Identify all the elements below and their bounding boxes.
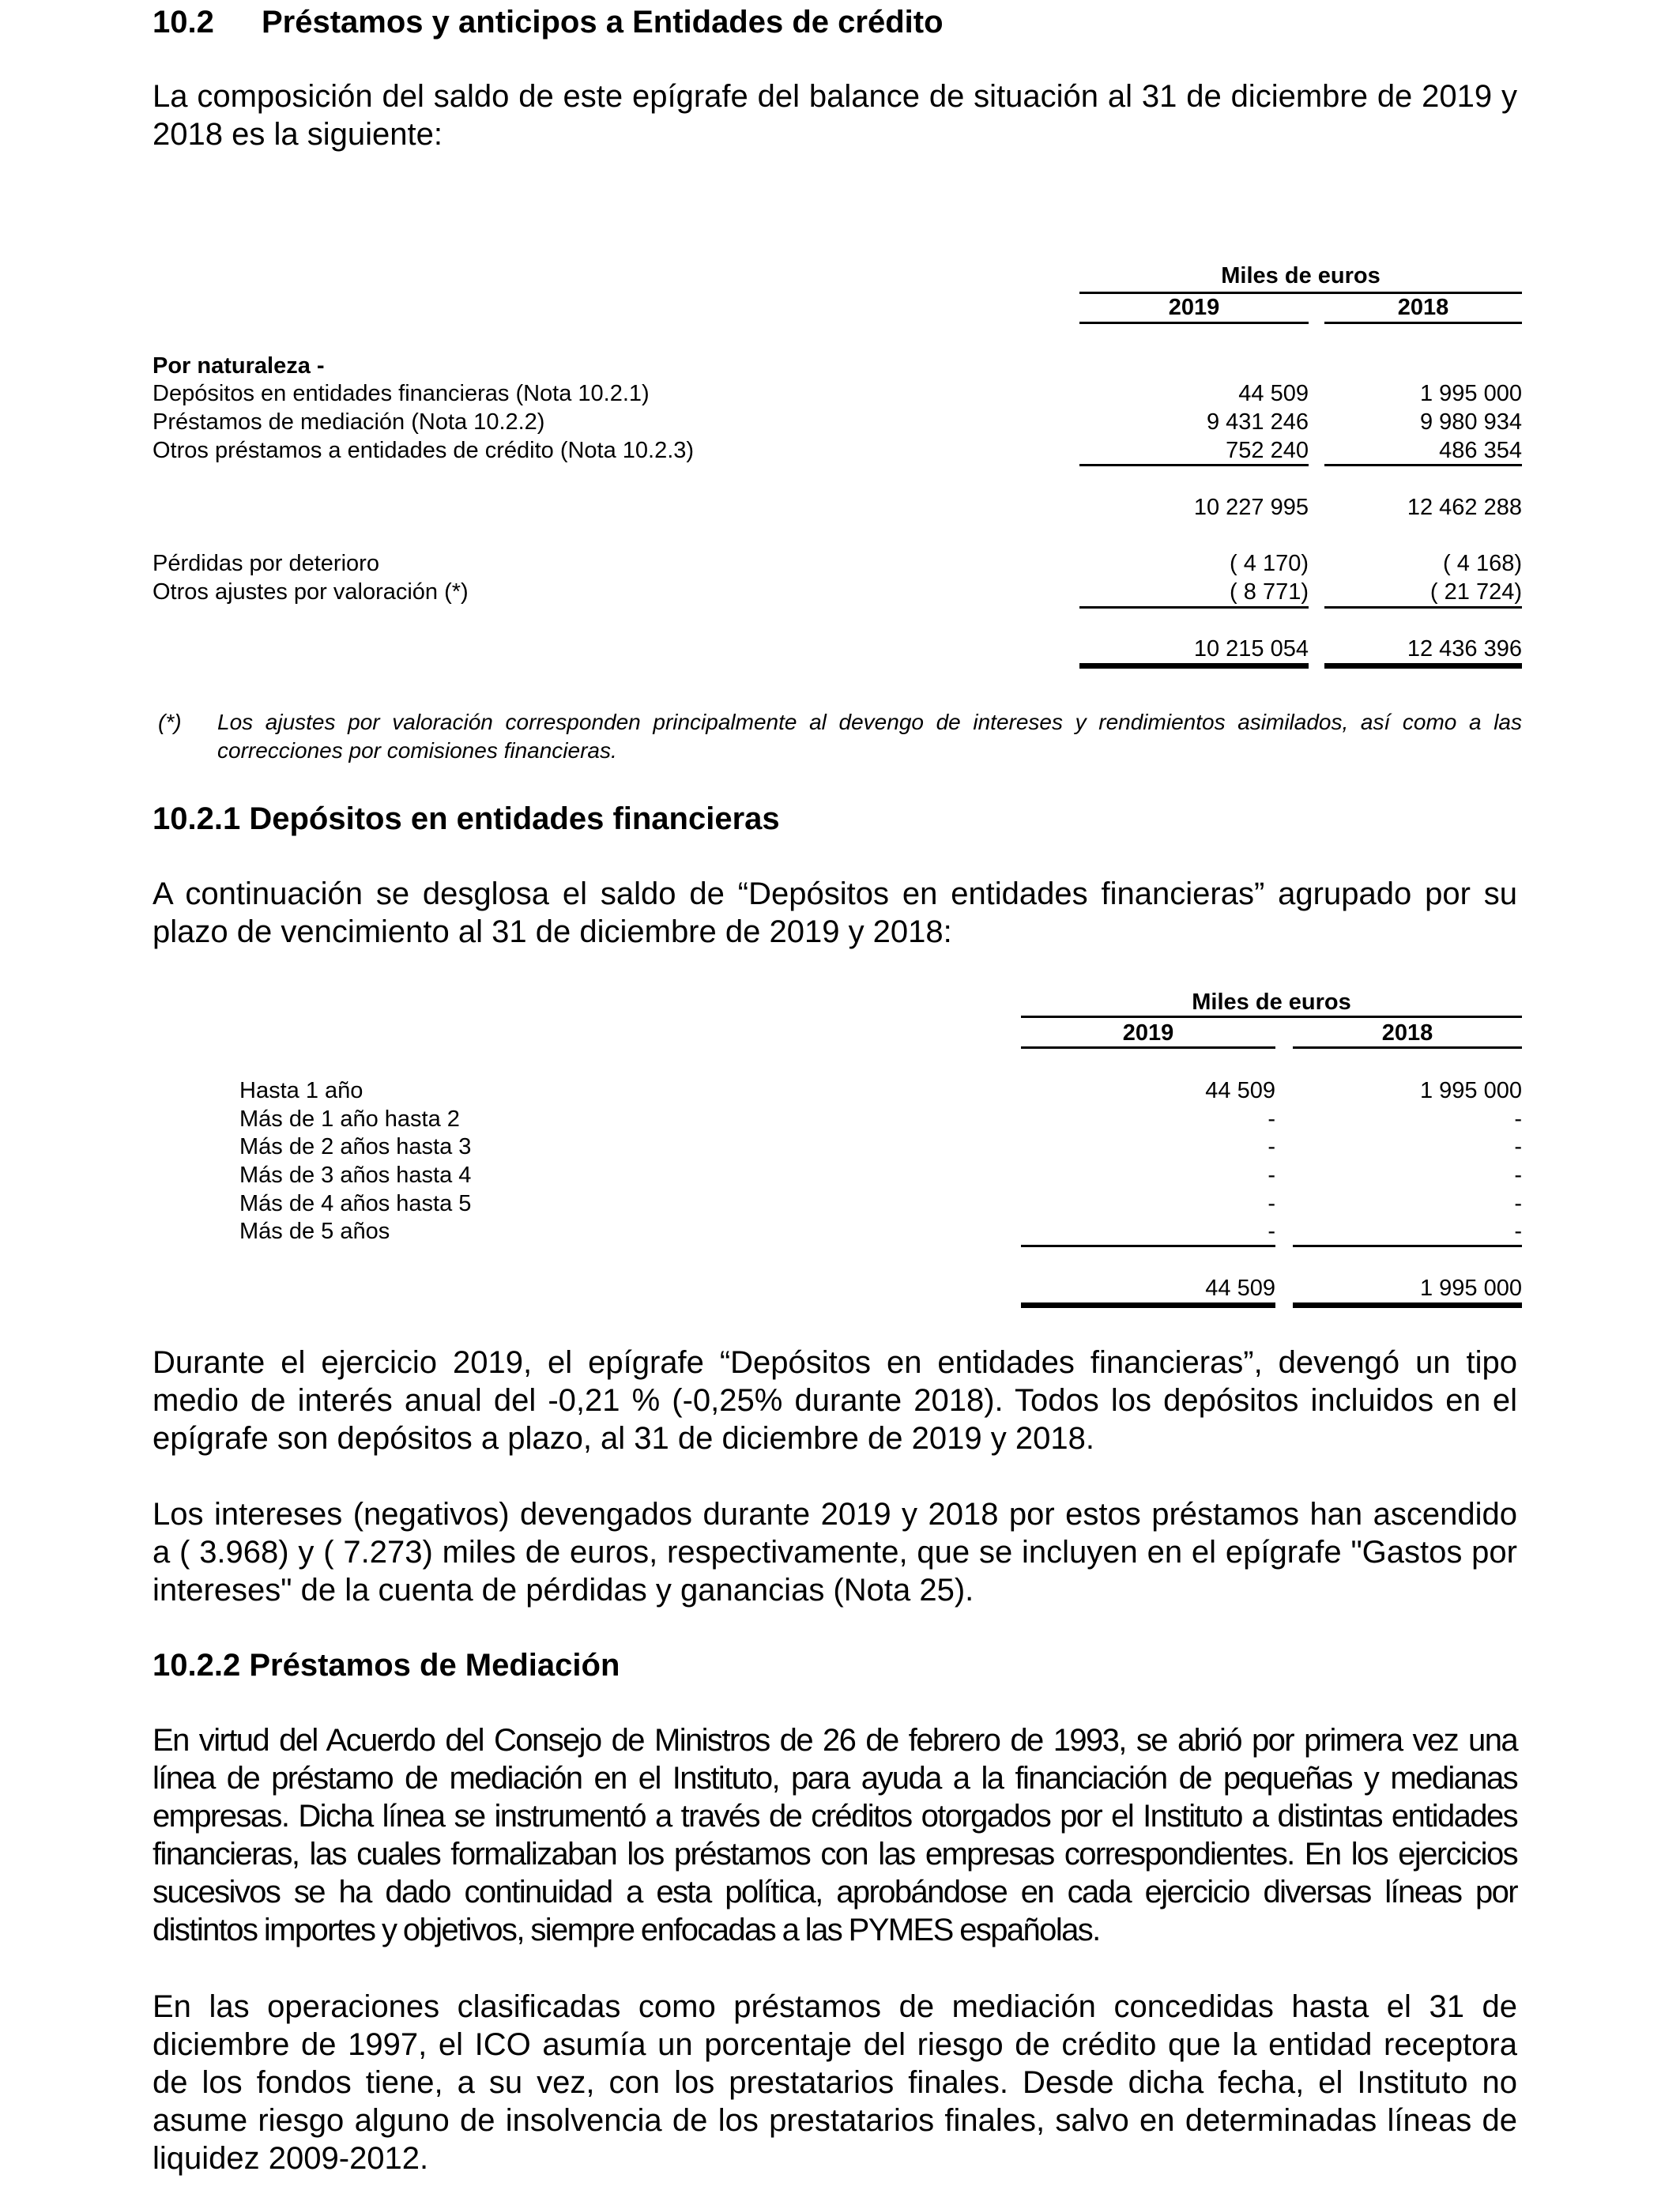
subsection-number: 10.2.2 [153,1648,241,1683]
table1-total-underline-2018 [1324,663,1522,669]
table2-row-2019: - [1268,1163,1275,1188]
table1-adj-2019: ( 8 771) [1230,579,1309,605]
paragraph-mediation-risk: En las operaciones clasificadas como préstamos de mediación concedidas hasta el 31 de diciembre de 1997, el ICO asumía un porcentaje del riesgo de crédito que la entidad receptora de los fondos tiene, a su vez, con los prestatarios finales. Desde dicha fecha, el Instituto no asume riesgo alguno de insolvencia de los prestatarios finales, salvo en determinadas líneas de liquidez 2009-2012. [153,1989,1517,2176]
table2-row-label: Hasta 1 año [239,1078,363,1103]
table1-row-label: Préstamos de mediación (Nota 10.2.2) [153,409,545,435]
table1-unit-header: Miles de euros [1221,263,1381,288]
table2-col-rule-2018 [1293,1046,1522,1049]
table2-total-rule-2018 [1293,1245,1522,1247]
table1-total-2019: 10 215 054 [1193,636,1309,662]
subsection-title: Préstamos de Mediación [249,1648,620,1683]
table2-header-rule [1021,1016,1522,1018]
table1-total-rule-2019 [1079,606,1309,609]
subsection-heading-10-2-1 [153,800,780,838]
table1-col-2019: 2019 [1168,295,1220,320]
table2-row-2019: 44 509 [1205,1078,1275,1103]
section-title: Préstamos y anticipos a Entidades de crédito [262,5,944,40]
table1-col-rule-2018 [1324,322,1522,324]
table1-row-label: Depósitos en entidades financieras (Nota 10.2.1) [153,381,650,406]
table1-row-2019: 44 509 [1238,381,1309,406]
table2-total-underline-2018 [1293,1302,1522,1308]
table1-row-2019: 752 240 [1226,438,1309,463]
table2-row-label: Más de 1 año hasta 2 [239,1106,460,1132]
table1-group-label: Por naturaleza - [153,353,325,379]
table2-row-2018: - [1514,1134,1522,1159]
table2-row-2018: - [1514,1163,1522,1188]
table1-row-2018: 9 980 934 [1419,409,1522,435]
table2-col-2018: 2018 [1381,1020,1433,1046]
table1-row-2019: 9 431 246 [1206,409,1309,435]
table1-row-label: Otros préstamos a entidades de crédito (Nota 10.2.3) [153,438,695,463]
table1-total-underline-2019 [1079,663,1309,669]
table1-adj-label: Otros ajustes por valoración (*) [153,579,469,605]
table2-row-2019: - [1268,1219,1275,1244]
table1-total-rule-2018 [1324,606,1522,609]
table1-adj-2019: ( 4 170) [1230,551,1309,576]
table1-note-marker: (*) [158,710,182,734]
table2-col-2019: 2019 [1122,1020,1174,1046]
subsection-number: 10.2.1 [153,801,241,836]
table1-total-2018: 12 436 396 [1407,636,1522,662]
table1-row-2018: 486 354 [1439,438,1522,463]
table1-subtotal-rule-2018 [1324,464,1522,466]
table1-subtotal-2019: 10 227 995 [1193,495,1309,520]
table2-unit-header: Miles de euros [1192,990,1351,1015]
paragraph-interest-rate: Durante el ejercicio 2019, el epígrafe “Depósitos en entidades financieras”, devengó un tipo medio de interés anual del -0,21 % (-0,25% durante 2018). Todos los depósitos incluidos en el epígrafe son depósitos a plazo, al 31 de diciembre de 2019 y 2018. [153,1345,1517,1456]
table2-row-label: Más de 5 años [239,1219,390,1244]
section-heading [153,3,944,41]
subsection-intro: A continuación se desglosa el saldo de “Depósitos en entidades financieras” agrupado por su plazo de vencimiento al 31 de diciembre de 2019 y 2018: [153,876,1517,949]
paragraph-mediation-history: En virtud del Acuerdo del Consejo de Ministros de 26 de febrero de 1993, se abrió por primera vez una línea de préstamo de mediación en el Instituto, para ayuda a la financiación de pequeñas y medianas empresas. Dicha línea se instrumentó a través de créditos otorgados por el Instituto a distintas entidades financieras, las cuales formalizaban los préstamos con las empresas correspondientes. En los ejercicios sucesivos se ha dado continuidad a esta política, aprobándose en cada ejercicio diversas líneas por distintos importes y objetivos, siempre enfocadas a las PYMES españolas. [153,1723,1517,1947]
table1-adj-label: Pérdidas por deterioro [153,551,379,576]
table1-subtotal-rule-2019 [1079,464,1309,466]
subsection-title: Depósitos en entidades financieras [249,801,780,836]
table1-adj-2018: ( 4 168) [1443,551,1522,576]
table1-note-text: Los ajustes por valoración corresponden principalmente al devengo de intereses y rendimientos asimilados, así como a las correcciones por comisiones financieras. [217,710,1522,763]
section-number: 10.2 [153,5,214,40]
table1-col-2018: 2018 [1397,295,1449,320]
section-intro: La composición del saldo de este epígrafe del balance de situación al 31 de diciembre de 2019 y 2018 es la siguiente: [153,79,1517,152]
table2-row-2018: - [1514,1191,1522,1216]
table2-total-underline-2019 [1021,1302,1275,1308]
table2-total-2019: 44 509 [1205,1276,1275,1301]
paragraph-negative-interest: Los intereses (negativos) devengados durante 2019 y 2018 por estos préstamos han ascendido a ( 3.968) y ( 7.273) miles de euros, respectivamente, que se incluyen en el epígrafe "Gastos por intereses" de la cuenta de pérdidas y ganancias (Nota 25). [153,1497,1517,1608]
table1-row-2018: 1 995 000 [1419,381,1522,406]
subsection-heading-10-2-2 [153,1646,620,1684]
table1-col-rule-2019 [1079,322,1309,324]
table2-row-2019: - [1268,1191,1275,1216]
table2-row-label: Más de 2 años hasta 3 [239,1134,472,1159]
table2-row-label: Más de 3 años hasta 4 [239,1163,472,1188]
table2-total-rule-2019 [1021,1245,1275,1247]
table1-adj-2018: ( 21 724) [1430,579,1522,605]
table2-row-2018: - [1514,1219,1522,1244]
table1-subtotal-2018: 12 462 288 [1407,495,1522,520]
table2-row-label: Más de 4 años hasta 5 [239,1191,472,1216]
table2-row-2019: - [1268,1134,1275,1159]
table2-total-2018: 1 995 000 [1419,1276,1522,1301]
table2-row-2018: 1 995 000 [1419,1078,1522,1103]
table2-row-2019: - [1268,1106,1275,1132]
table2-col-rule-2019 [1021,1046,1275,1049]
table2-row-2018: - [1514,1106,1522,1132]
